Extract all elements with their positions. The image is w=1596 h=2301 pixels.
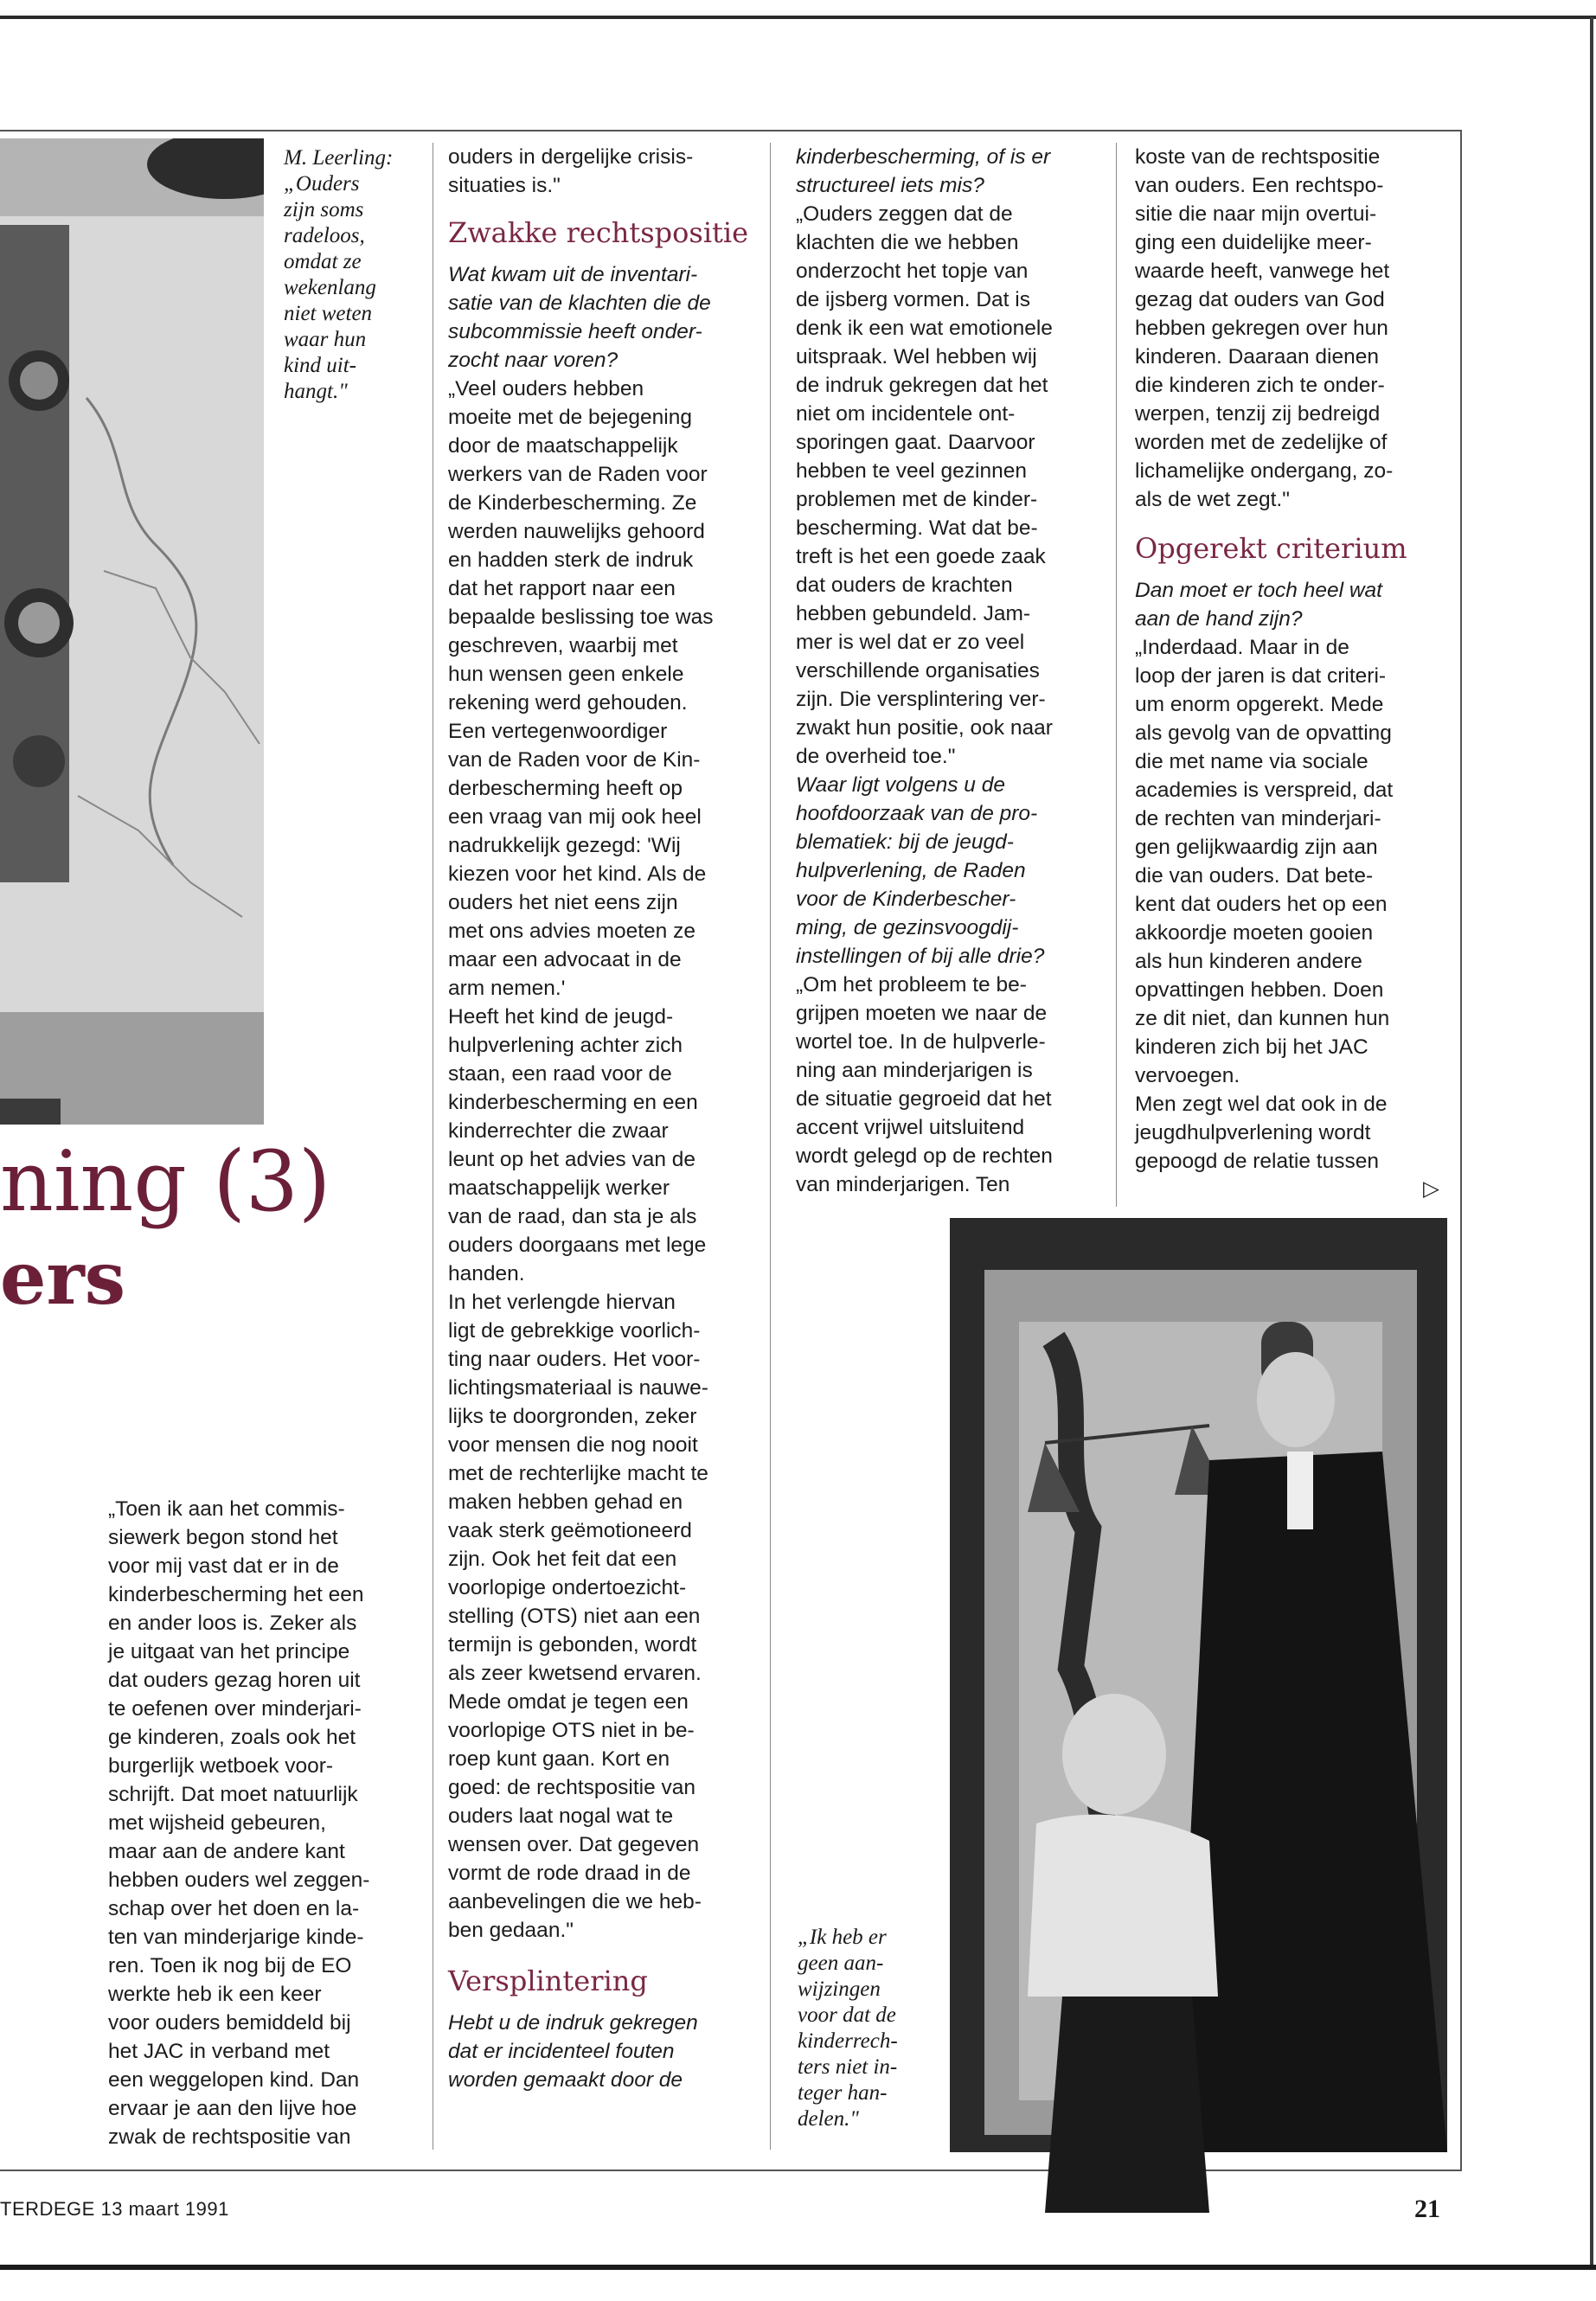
column-4-body-1 xyxy=(1135,143,1455,514)
text-line: ouders het niet eens zijn xyxy=(448,891,678,914)
column-2 xyxy=(448,143,764,2094)
question-line: zocht naar voren? xyxy=(448,349,619,372)
photo-judge-and-child xyxy=(950,1218,1447,2152)
text-line: met de rechterlijke macht te xyxy=(448,1462,708,1485)
text-line: de Kinderbescherming. Ze xyxy=(448,491,697,515)
text-line: waarde heeft, vanwege het xyxy=(1135,260,1390,283)
question-line: dat er incidenteel fouten xyxy=(448,2040,675,2063)
text-line: de situatie gegroeid dat het xyxy=(796,1087,1052,1111)
text-line: gezag dat ouders van God xyxy=(1135,288,1385,311)
text-line: arm nemen.' xyxy=(448,977,566,1000)
text-line: werden nauwelijks gehoord xyxy=(448,520,705,543)
text-line: met ons advies moeten ze xyxy=(448,920,695,943)
text-line: sporingen gaat. Daarvoor xyxy=(796,431,1035,454)
text-line: gepoogd de relatie tussen xyxy=(1135,1150,1379,1173)
text-line: maatschappelijk werker xyxy=(448,1176,670,1200)
text-line: ze dit niet, dan kunnen hun xyxy=(1135,1007,1390,1030)
text-line: en ander loos is. Zeker als xyxy=(108,1612,357,1635)
text-line: lichtingsmateriaal is nauwe- xyxy=(448,1376,708,1400)
text-line: wortel toe. In de hulpverle- xyxy=(796,1030,1046,1054)
text-line: wordt gelegd op de rechten xyxy=(796,1144,1053,1168)
text-line: als de wet zegt." xyxy=(1135,488,1290,511)
pull-quote-right xyxy=(798,1925,945,2132)
question-line: ming, de gezinsvoogdij- xyxy=(796,916,1019,939)
text-line: ging een duidelijke meer- xyxy=(1135,231,1372,254)
question-line: Dan moet er toch heel wat xyxy=(1135,579,1382,602)
wall-map-illustration xyxy=(0,138,264,1125)
caption-line: omdat ze xyxy=(284,250,362,273)
text-line: van de Raden voor de Kin- xyxy=(448,748,701,772)
text-line: uitspraak. Wel hebben wij xyxy=(796,345,1037,369)
text-line: worden met de zedelijke of xyxy=(1135,431,1388,454)
text-line: siewerk begon stond het xyxy=(108,1526,338,1549)
text-line: Een vertegenwoordiger xyxy=(448,720,668,743)
text-line: jeugdhulpverlening wordt xyxy=(1135,1121,1371,1144)
column-3-body-1 xyxy=(796,200,1112,771)
text-line: werkers van de Raden voor xyxy=(448,463,708,486)
text-line: „Veel ouders hebben xyxy=(448,377,644,401)
text-line: nadrukkelijk gezegd: 'Wij xyxy=(448,834,681,857)
text-line: en hadden sterk de indruk xyxy=(448,548,694,572)
text-line: rekening werd gehouden. xyxy=(448,691,688,715)
question-line: blematiek: bij de jeugd- xyxy=(796,830,1014,854)
question-line: Waar ligt volgens u de xyxy=(796,773,1005,797)
judge-child-illustration xyxy=(950,1218,1447,2213)
footer-magazine: TERDEGE xyxy=(0,2198,95,2220)
text-line: die van ouders. Dat bete- xyxy=(1135,864,1374,888)
text-line: staan, een raad voor de xyxy=(448,1062,672,1086)
question-line: hoofdoorzaak van de pro- xyxy=(796,802,1038,825)
text-line: ervaar je aan den lijve hoe xyxy=(108,2097,357,2120)
text-line: Mede omdat je tegen een xyxy=(448,1690,689,1714)
text-line: „Ouders zeggen dat de xyxy=(796,202,1013,226)
question-line: subcommissie heeft onder- xyxy=(448,320,702,343)
text-line: mer is wel dat er zo veel xyxy=(796,631,1025,654)
question-line: voor de Kinderbescher- xyxy=(796,888,1016,911)
text-line: leunt op het advies van de xyxy=(448,1148,696,1171)
text-line: bepaalde beslissing toe was xyxy=(448,606,714,629)
text-line: voor mensen die nog nooit xyxy=(448,1433,698,1457)
text-line: hebben te veel gezinnen xyxy=(796,459,1027,483)
caption-line: geen aan- xyxy=(798,1952,884,1975)
text-line: het JAC in verband met xyxy=(108,2040,330,2063)
text-line: aanbevelingen die we heb- xyxy=(448,1890,702,1913)
caption-line: wijzingen xyxy=(798,1977,881,2001)
question-line: Hebt u de indruk gekregen xyxy=(448,2011,698,2035)
bottom-border-line xyxy=(0,2265,1596,2270)
caption-line: ters niet in- xyxy=(798,2055,898,2079)
column-2-body-1 xyxy=(448,375,764,1945)
text-line: maken hebben gehad en xyxy=(448,1490,683,1514)
text-line: maar aan de andere kant xyxy=(108,1840,345,1863)
photo-wall-map xyxy=(0,138,264,1125)
caption-line: kinderrech- xyxy=(798,2029,898,2053)
continue-arrow-icon: ▷ xyxy=(1423,1177,1439,1201)
text-line: kinderbescherming het een xyxy=(108,1583,364,1606)
text-line: kiezen voor het kind. Als de xyxy=(448,862,707,886)
page-number: 21 xyxy=(1414,2195,1440,2223)
text-line: als zeer kwetsend ervaren. xyxy=(448,1662,702,1685)
text-line: hebben ouders wel zeggen- xyxy=(108,1868,370,1892)
text-line: kinderen zich bij het JAC xyxy=(1135,1035,1368,1059)
caption-line: waar hun xyxy=(284,328,367,351)
text-line: een weggelopen kind. Dan xyxy=(108,2068,360,2092)
text-line: je uitgaat van het principe xyxy=(108,1640,350,1663)
text-line: „Toen ik aan het commis- xyxy=(108,1497,345,1521)
caption-line: kind uit- xyxy=(284,354,357,377)
text-line: verschillende organisaties xyxy=(796,659,1040,683)
caption-line: niet weten xyxy=(284,302,373,325)
text-line: ren. Toen ik nog bij de EO xyxy=(108,1954,352,1977)
question-line: worden gemaakt door de xyxy=(448,2068,683,2092)
top-border-line xyxy=(0,16,1596,19)
article-frame-right xyxy=(1460,130,1462,2171)
article-frame-top xyxy=(0,130,1462,131)
text-line: ning aan minderjarigen is xyxy=(796,1059,1033,1082)
caption-line: hangt." xyxy=(284,380,348,403)
text-line: ge kinderen, zoals ook het xyxy=(108,1726,356,1749)
text-line: dat ouders gezag horen uit xyxy=(108,1669,361,1692)
text-line: werpen, tenzij zij bedreigd xyxy=(1135,402,1381,426)
question-line: Wat kwam uit de inventari- xyxy=(448,263,698,286)
text-line: zijn. Die versplintering ver- xyxy=(796,688,1046,711)
text-line: voor ouders bemiddeld bij xyxy=(108,2011,351,2035)
text-line: vaak sterk geëmotioneerd xyxy=(448,1519,692,1542)
text-line: situaties is." xyxy=(448,174,561,197)
column-rule xyxy=(770,143,771,2150)
text-line: die met name via sociale xyxy=(1135,750,1368,773)
text-line: grijpen moeten we naar de xyxy=(796,1002,1048,1025)
text-line: ligt de gebrekkige voorlich- xyxy=(448,1319,701,1343)
text-line: gen gelijkwaardig zijn aan xyxy=(1135,836,1378,859)
text-line: burgerlijk wetboek voor- xyxy=(108,1754,334,1778)
text-line: „Om het probleem te be- xyxy=(796,973,1027,997)
text-line: Men zegt wel dat ook in de xyxy=(1135,1093,1388,1116)
text-line: vervoegen. xyxy=(1135,1064,1240,1087)
text-line: sitie die naar mijn overtui- xyxy=(1135,202,1377,226)
text-line: hebben gebundeld. Jam- xyxy=(796,602,1031,625)
text-line: hun wensen geen enkele xyxy=(448,663,684,686)
text-line: zwakt hun positie, ook naar xyxy=(796,716,1053,740)
text-line: treft is het een goede zaak xyxy=(796,545,1046,568)
text-line: dat ouders de krachten xyxy=(796,574,1013,597)
text-line: klachten die we hebben xyxy=(796,231,1019,254)
subheading-zwakke-rechtspositie: Zwakke rechtspositie xyxy=(448,216,749,249)
column-3-question-2 xyxy=(796,771,1112,971)
text-line: te oefenen over minderjari- xyxy=(108,1697,362,1721)
intro-column xyxy=(108,1495,424,2151)
caption-line: M. Leerling: xyxy=(284,146,394,170)
text-line: schrijft. Dat moet natuurlijk xyxy=(108,1783,358,1806)
text-line: ouders doorgaans met lege xyxy=(448,1234,707,1257)
text-line: een vraag van mij ook heel xyxy=(448,805,702,829)
caption-line: zijn soms xyxy=(284,198,364,221)
text-line: maar een advocaat in de xyxy=(448,948,682,971)
text-line: koste van de rechtspositie xyxy=(1135,145,1381,169)
subheading-opgerekt-criterium: Opgerekt criterium xyxy=(1135,532,1407,565)
text-line: problemen met de kinder- xyxy=(796,488,1038,511)
text-line: moeite met de bejegening xyxy=(448,406,692,429)
text-line: onderzocht het topje van xyxy=(796,260,1029,283)
text-line: ting naar ouders. Het voor- xyxy=(448,1348,701,1371)
headline-line-1: ning (3) xyxy=(0,1133,331,1230)
text-line: derbescherming heeft op xyxy=(448,777,683,800)
text-line: met wijsheid gebeuren, xyxy=(108,1811,326,1835)
caption-line: voor dat de xyxy=(798,2003,896,2027)
column-4 xyxy=(1135,143,1455,1176)
text-line: handen. xyxy=(448,1262,525,1285)
column-4-body-2 xyxy=(1135,633,1455,1176)
text-line: In het verlengde hiervan xyxy=(448,1291,676,1314)
caption-line: „Ouders xyxy=(284,172,360,195)
text-line: ben gedaan." xyxy=(448,1919,574,1942)
text-line: schap over het doen en la- xyxy=(108,1897,360,1920)
text-line: akkoordje moeten gooien xyxy=(1135,921,1374,945)
pull-quote-left xyxy=(284,145,426,405)
caption-line: wekenlang xyxy=(284,276,376,299)
text-line: de rechten van minderjari- xyxy=(1135,807,1381,830)
text-line: die kinderen zich te onder- xyxy=(1135,374,1385,397)
text-line: goed: de rechtspositie van xyxy=(448,1776,696,1799)
text-line: ouders in dergelijke crisis- xyxy=(448,145,694,169)
text-line: roep kunt gaan. Kort en xyxy=(448,1747,670,1771)
text-line: van ouders. Een rechtspo- xyxy=(1135,174,1384,197)
footer-publication xyxy=(0,2198,229,2221)
footer-date: 13 maart 1991 xyxy=(100,2198,229,2220)
text-line: voorlopige ondertoezicht- xyxy=(448,1576,687,1599)
question-line: instellingen of bij alle drie? xyxy=(796,945,1045,968)
question-line: hulpverlening, de Raden xyxy=(796,859,1026,882)
text-line: de ijsberg vormen. Dat is xyxy=(796,288,1030,311)
text-line: bescherming. Wat dat be- xyxy=(796,516,1038,540)
text-line: wensen over. Dat gegeven xyxy=(448,1833,700,1856)
subheading-versplintering: Versplintering xyxy=(448,1965,648,1997)
text-line: hebben gekregen over hun xyxy=(1135,317,1388,340)
column-3 xyxy=(796,143,1112,1199)
question-line: kinderbescherming, of is er xyxy=(796,145,1051,169)
text-line: werkte heb ik een keer xyxy=(108,1983,322,2006)
text-line: kinderrechter die zwaar xyxy=(448,1119,669,1143)
text-line: kent dat ouders het op een xyxy=(1135,893,1388,916)
page-right-edge xyxy=(1590,17,1593,2266)
text-line: termijn is gebonden, wordt xyxy=(448,1633,697,1657)
text-line: van minderjarigen. Ten xyxy=(796,1173,1010,1196)
question-line: structureel iets mis? xyxy=(796,174,984,197)
question-line: satie van de klachten die de xyxy=(448,292,711,315)
text-line: de overheid toe." xyxy=(796,745,956,768)
text-line: als hun kinderen andere xyxy=(1135,950,1362,973)
column-3-body-2 xyxy=(796,971,1112,1199)
text-line: loop der jaren is dat criteri- xyxy=(1135,664,1387,688)
text-line: stelling (OTS) niet aan een xyxy=(448,1605,701,1628)
text-line: hulpverlening achter zich xyxy=(448,1034,683,1057)
caption-line: teger han- xyxy=(798,2081,888,2105)
text-line: accent vrijwel uitsluitend xyxy=(796,1116,1025,1139)
text-line: „Inderdaad. Maar in de xyxy=(1135,636,1349,659)
text-line: door de maatschappelijk xyxy=(448,434,678,458)
text-line: de indruk gekregen dat het xyxy=(796,374,1048,397)
caption-line: „Ik heb er xyxy=(798,1926,887,1949)
text-line: ten van minderjarige kinde- xyxy=(108,1926,364,1949)
text-line: um enorm opgerekt. Mede xyxy=(1135,693,1384,716)
headline-line-2: ers xyxy=(0,1235,125,1321)
column-rule xyxy=(1116,143,1117,1207)
text-line: voor mij vast dat er in de xyxy=(108,1554,339,1578)
text-line: ouders laat nogal wat te xyxy=(448,1804,674,1828)
caption-line: delen." xyxy=(798,2107,859,2131)
caption-line: radeloos, xyxy=(284,224,365,247)
text-line: geschreven, waarbij met xyxy=(448,634,678,657)
text-line: opvattingen hebben. Doen xyxy=(1135,978,1384,1002)
text-line: niet om incidentele ont- xyxy=(796,402,1016,426)
text-line: denk ik een wat emotionele xyxy=(796,317,1053,340)
text-line: van de raad, dan sta je als xyxy=(448,1205,697,1228)
text-line: kinderbescherming en een xyxy=(448,1091,698,1114)
text-line: lichamelijke ondergang, zo- xyxy=(1135,459,1394,483)
question-line: aan de hand zijn? xyxy=(1135,607,1303,631)
text-line: zwak de rechtspositie van xyxy=(108,2125,351,2149)
text-line: zijn. Ook het feit dat een xyxy=(448,1548,677,1571)
text-line: dat het rapport naar een xyxy=(448,577,676,600)
text-line: kinderen. Daaraan dienen xyxy=(1135,345,1379,369)
text-line: vormt de rode draad in de xyxy=(448,1862,691,1885)
text-line: academies is verspreid, dat xyxy=(1135,779,1394,802)
text-line: Heeft het kind de jeugd- xyxy=(448,1005,674,1029)
text-line: als gevolg van de opvatting xyxy=(1135,721,1392,745)
text-line: voorlopige OTS niet in be- xyxy=(448,1719,695,1742)
text-line: lijks te doorgronden, zeker xyxy=(448,1405,697,1428)
